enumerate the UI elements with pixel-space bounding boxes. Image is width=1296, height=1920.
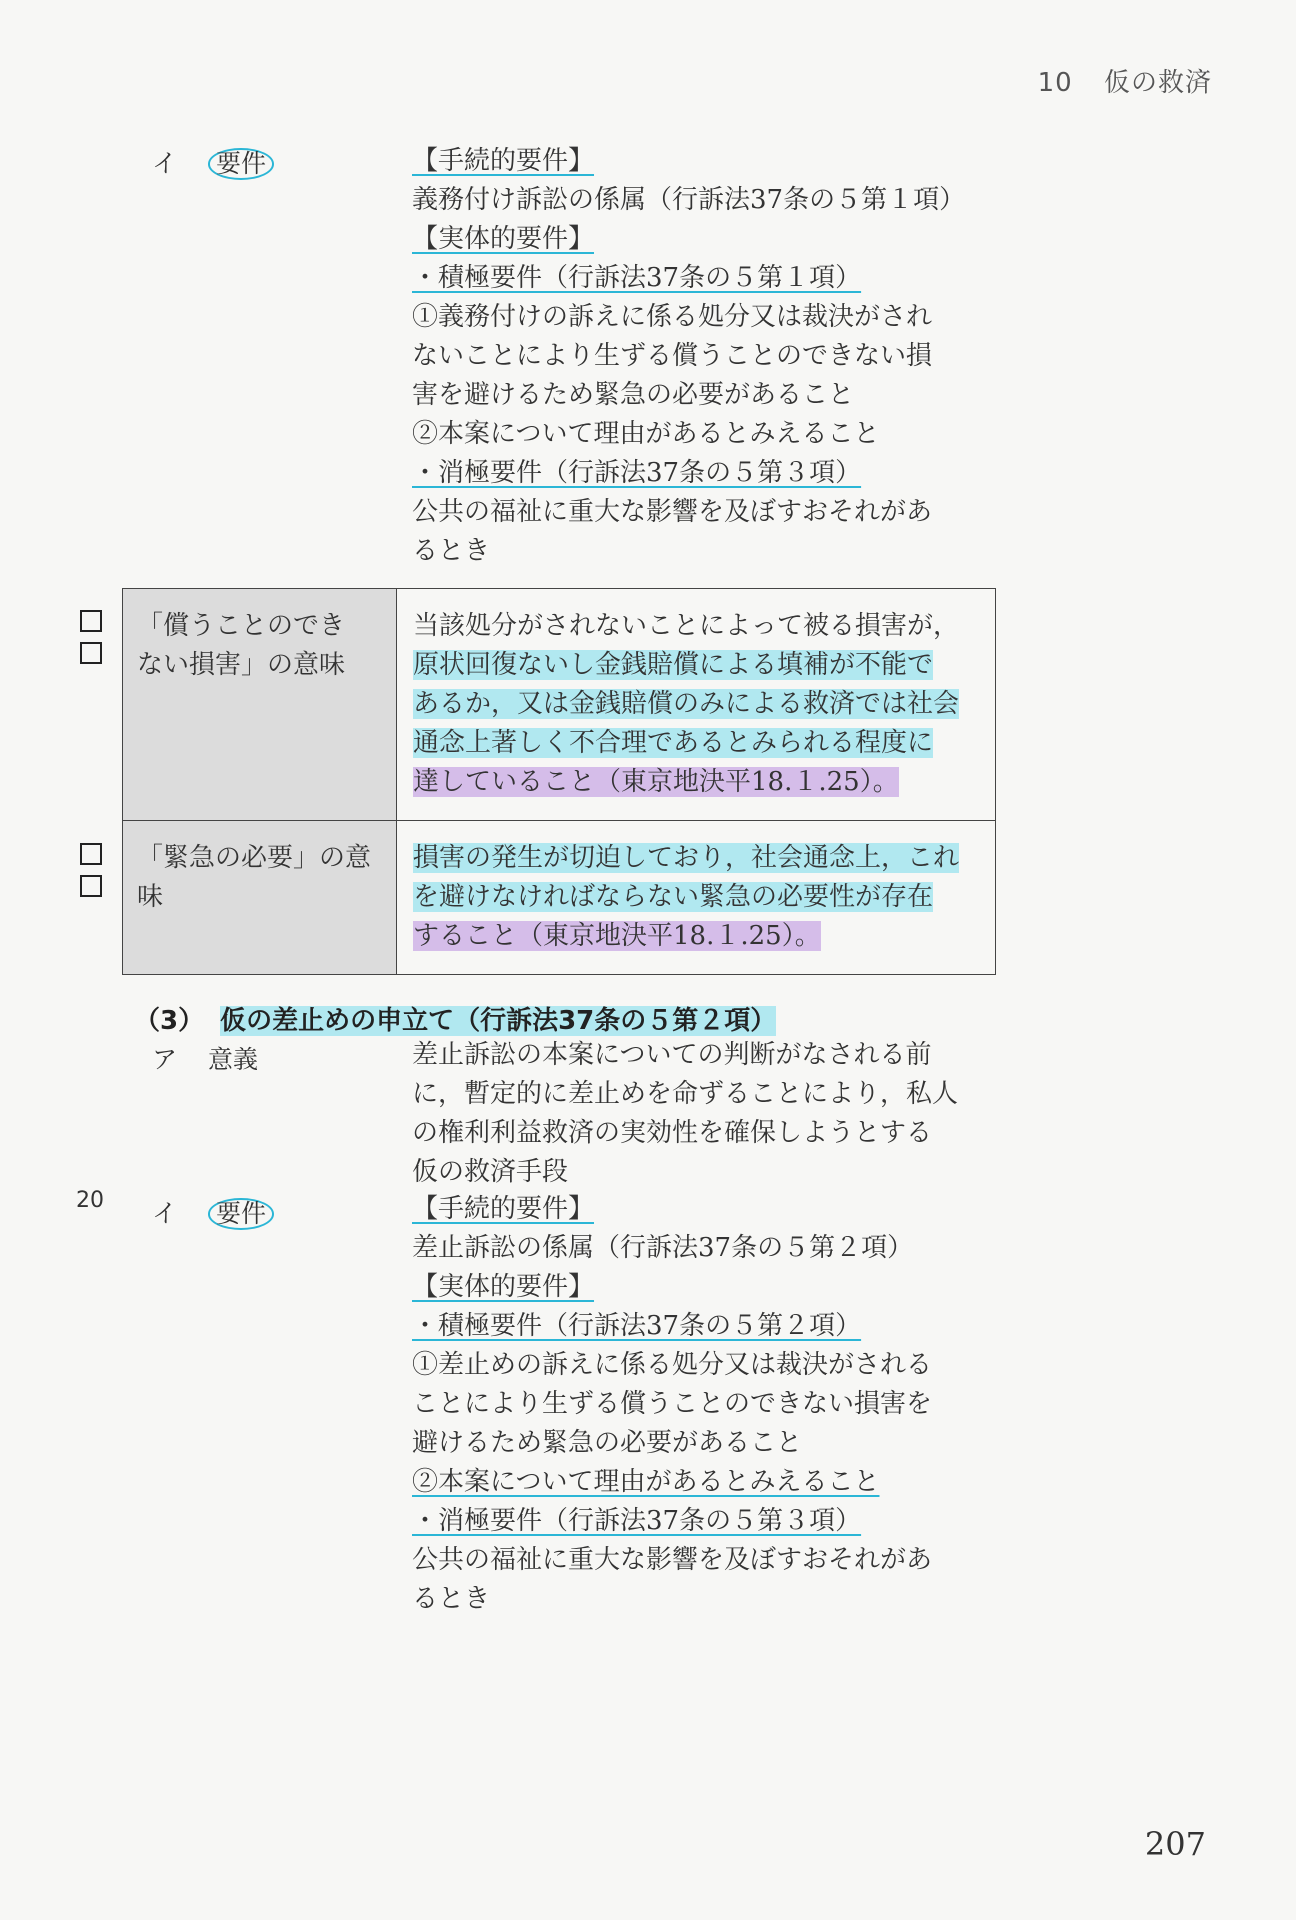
chapter-number: 10 xyxy=(1037,68,1073,98)
value-line: 原状回復ないし金銭賠償による填補が不能で xyxy=(413,650,934,680)
req1-line: ①義務付けの訴えに係る処分又は裁決がされ xyxy=(412,302,933,332)
req1-body xyxy=(412,142,992,571)
table-row xyxy=(123,589,996,821)
chapter-title: 仮の救済 xyxy=(1103,68,1212,98)
meaning-marker: ア xyxy=(152,1045,178,1074)
value-line: 当該処分がされないことによって被る損害が， xyxy=(413,611,960,641)
table-value-cell xyxy=(397,821,996,975)
req2-line: ②本案について理由があるとみえること xyxy=(412,1467,880,1497)
req1-line: ないことにより生ずる償うことのできない損 xyxy=(412,341,933,371)
meaning-line: の権利利益救済の実効性を確保しようとする xyxy=(412,1118,933,1148)
section-heading xyxy=(134,1000,776,1037)
running-header xyxy=(1038,62,1212,99)
margin-line-number: 20 xyxy=(76,1188,104,1213)
value-line: あるか，又は金銭賠償のみによる救済では社会 xyxy=(413,689,960,719)
checkbox-group-2 xyxy=(80,843,102,907)
meaning-line: に，暫定的に差止めを命ずることにより，私人 xyxy=(412,1079,959,1109)
label-line: ない損害」の意味 xyxy=(137,650,346,680)
label-line: 味 xyxy=(137,882,164,912)
table-label-cell xyxy=(123,821,397,975)
meaning-line: 差止訴訟の本案についての判断がなされる前 xyxy=(412,1040,932,1070)
req1-line: 害を避けるため緊急の必要があること xyxy=(412,380,855,410)
req2-line: 差止訴訟の係属（行訴法37条の５第２項） xyxy=(412,1233,914,1263)
req1-line: 公共の福祉に重大な影響を及ぼすおそれがあ xyxy=(412,497,933,527)
req2-marker: イ xyxy=(152,1199,178,1228)
req2-label: 要件 xyxy=(208,1198,274,1230)
req1-marker: イ xyxy=(152,149,178,178)
req1-label: 要件 xyxy=(208,148,274,180)
table-row xyxy=(123,821,996,975)
section-number: （3） xyxy=(134,1006,205,1036)
value-line: 通念上著しく不合理であるとみられる程度に xyxy=(413,728,934,758)
checkbox[interactable] xyxy=(80,875,102,897)
req2-line: 【手続的要件】 xyxy=(412,1194,595,1224)
meaning-body xyxy=(412,1036,992,1192)
table-value-cell xyxy=(397,589,996,821)
req1-line: るとき xyxy=(412,536,491,566)
definition-table xyxy=(122,588,996,975)
value-line: 達していること（東京地決平18.１.25）。 xyxy=(413,767,899,797)
req2-line: 【実体的要件】 xyxy=(412,1272,595,1302)
req1-line: ・積極要件（行訴法37条の５第１項） xyxy=(412,263,862,293)
meaning-line: 仮の救済手段 xyxy=(412,1157,569,1187)
value-line: 損害の発生が切迫しており，社会通念上，これ xyxy=(413,843,960,873)
req2-body xyxy=(412,1190,992,1619)
req1-line: 義務付け訴訟の係属（行訴法37条の５第１項） xyxy=(412,185,966,215)
req2-line: 公共の福祉に重大な影響を及ぼすおそれがあ xyxy=(412,1545,933,1575)
req2-line: ・消極要件（行訴法37条の５第３項） xyxy=(412,1506,862,1536)
req1-line: 【実体的要件】 xyxy=(412,224,595,254)
label-line: 「緊急の必要」の意 xyxy=(137,843,372,873)
meaning-heading xyxy=(152,1040,258,1076)
table-label-cell xyxy=(123,589,397,821)
checkbox[interactable] xyxy=(80,610,102,632)
req1-line: ②本案について理由があるとみえること xyxy=(412,419,880,449)
req2-heading xyxy=(152,1194,274,1230)
checkbox[interactable] xyxy=(80,642,102,664)
value-line: を避けなければならない緊急の必要性が存在 xyxy=(413,882,934,912)
section-title: 仮の差止めの申立て（行訴法37条の５第２項） xyxy=(220,1006,777,1036)
req1-line: ・消極要件（行訴法37条の５第３項） xyxy=(412,458,862,488)
value-line: すること（東京地決平18.１.25）。 xyxy=(413,921,821,951)
page-number: 207 xyxy=(1144,1825,1206,1863)
meaning-label: 意義 xyxy=(208,1045,259,1074)
checkbox[interactable] xyxy=(80,843,102,865)
req2-line: るとき xyxy=(412,1584,491,1614)
req2-line: ・積極要件（行訴法37条の５第２項） xyxy=(412,1311,862,1341)
label-line: 「償うことのでき xyxy=(137,611,346,641)
checkbox-group-1 xyxy=(80,610,102,674)
req2-line: ことにより生ずる償うことのできない損害を xyxy=(412,1389,933,1419)
req2-line: ①差止めの訴えに係る処分又は裁決がされる xyxy=(412,1350,933,1380)
req1-line: 【手続的要件】 xyxy=(412,146,595,176)
req2-line: 避けるため緊急の必要があること xyxy=(412,1428,803,1458)
req1-heading xyxy=(152,144,274,180)
